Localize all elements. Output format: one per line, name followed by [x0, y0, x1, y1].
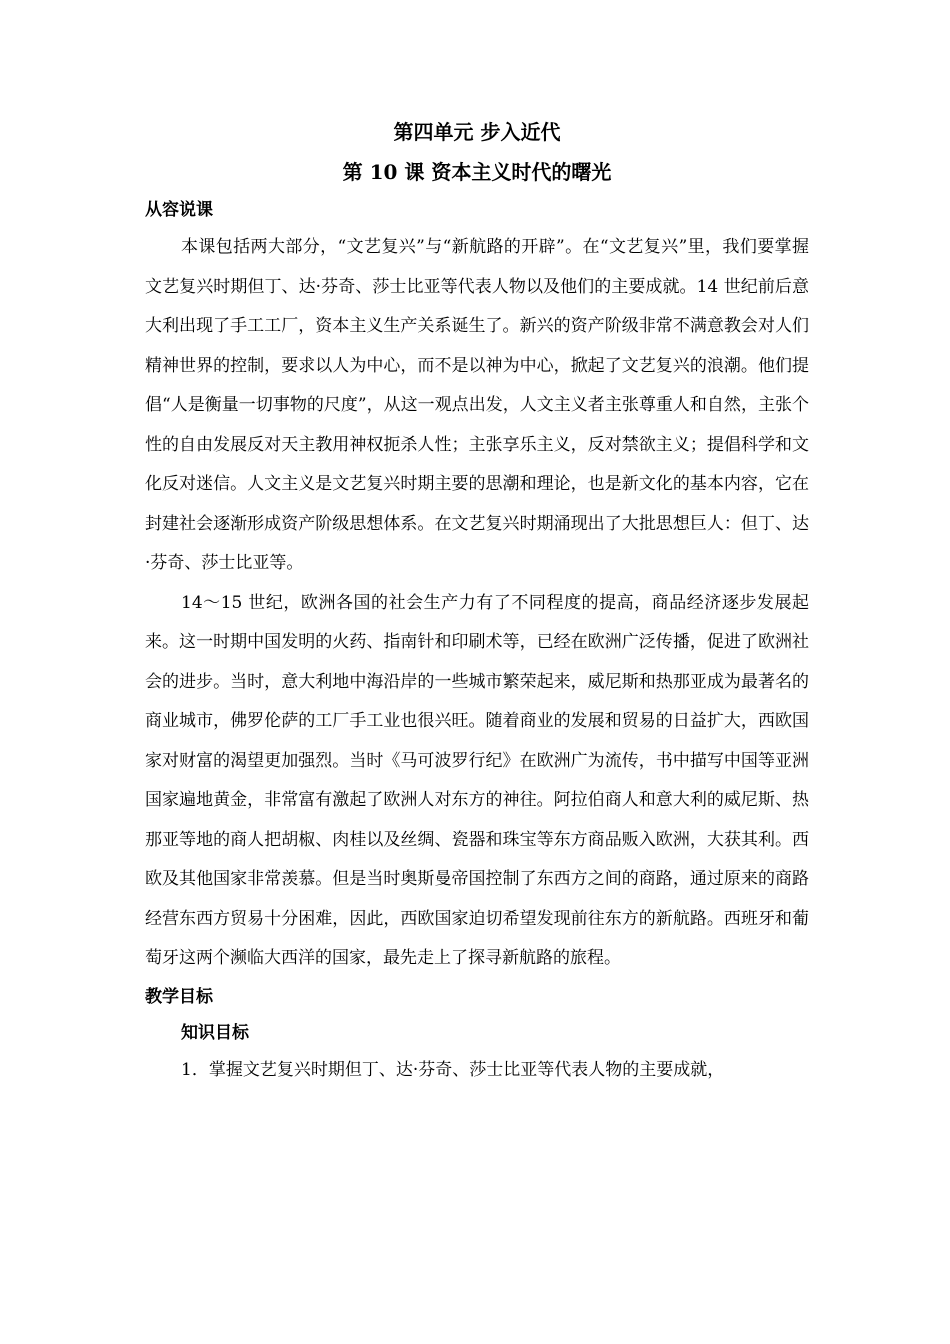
intro-heading: 从容说课 [145, 200, 213, 220]
knowledge-heading: 知识目标 [181, 1022, 249, 1043]
goals-heading: 教学目标 [145, 986, 213, 1007]
document-page [145, 112, 809, 1090]
knowledge-item-1: 1．掌握文艺复兴时期但丁、达·芬奇、莎士比亚等代表人物的主要成就， [181, 1059, 725, 1080]
unit-title: 第四单元 步入近代 [393, 120, 561, 144]
lesson-title: 第 10 课 资本主义时代的曙光 [342, 160, 612, 184]
intro-paragraph-2: 14～15 世纪，欧洲各国的社会生产力有了不同程度的提高，商品经济逐步发展起来。这一时期中国发明的火药、指南针和印刷术等，已经在欧洲广泛传播，促进了欧洲社会的进步。当时，意大利地中海沿岸的一些城市繁荣起来，威尼斯和热那亚成为最著名的商业城市，佛罗伦萨的工厂手工业也很兴旺。随着商业的发展和贸易的日益扩大，西欧国家对财富的渴望更加强烈。当时《马可波罗行纪》在欧洲广为流传，书中描写中国等亚洲国家遍地黄金，非常富有激起了欧洲人对东方的神往。阿拉伯商人和意大利的威尼斯、热那亚等地的商人把胡椒、肉桂以及丝绸、瓷器和珠宝等东方商品贩入欧洲，大获其利。西欧及其他国家非常羡慕。但是当时奥斯曼帝国控制了东西方之间的商路，通过原来的商路经营东西方贸易十分困难，因此，西欧国家迫切希望发现前往东方的新航路。西班牙和葡萄牙这两个濒临大西洋的国家，最先走上了探寻新航路的旅程。 [145, 592, 809, 968]
intro-paragraph-1: 本课包括两大部分，“文艺复兴”与“新航路的开辟”。在“文艺复兴”里，我们要掌握文艺复兴时期但丁、达·芬奇、莎士比亚等代表人物以及他们的主要成就。14 世纪前后意大利出现了手工工厂，资本主义生产关系诞生了。新兴的资产阶级非常不满意教会对人们精神世界的控制，要求以人为中心，而不是以神为中心，掀起了文艺复兴的浪潮。他们提倡“人是衡量一切事物的尺度”，从这一观点出发，人文主义者主张尊重人和自然，主张个性的自由发展反对天主教用神权扼杀人性；主张享乐主义，反对禁欲主义；提倡科学和文化反对迷信。人文主义是文艺复兴时期主要的思潮和理论，也是新文化的基本内容，它在封建社会逐渐形成资产阶级思想体系。在文艺复兴时期涌现出了大批思想巨人：但丁、达·芬奇、莎士比亚等。 [145, 237, 809, 573]
